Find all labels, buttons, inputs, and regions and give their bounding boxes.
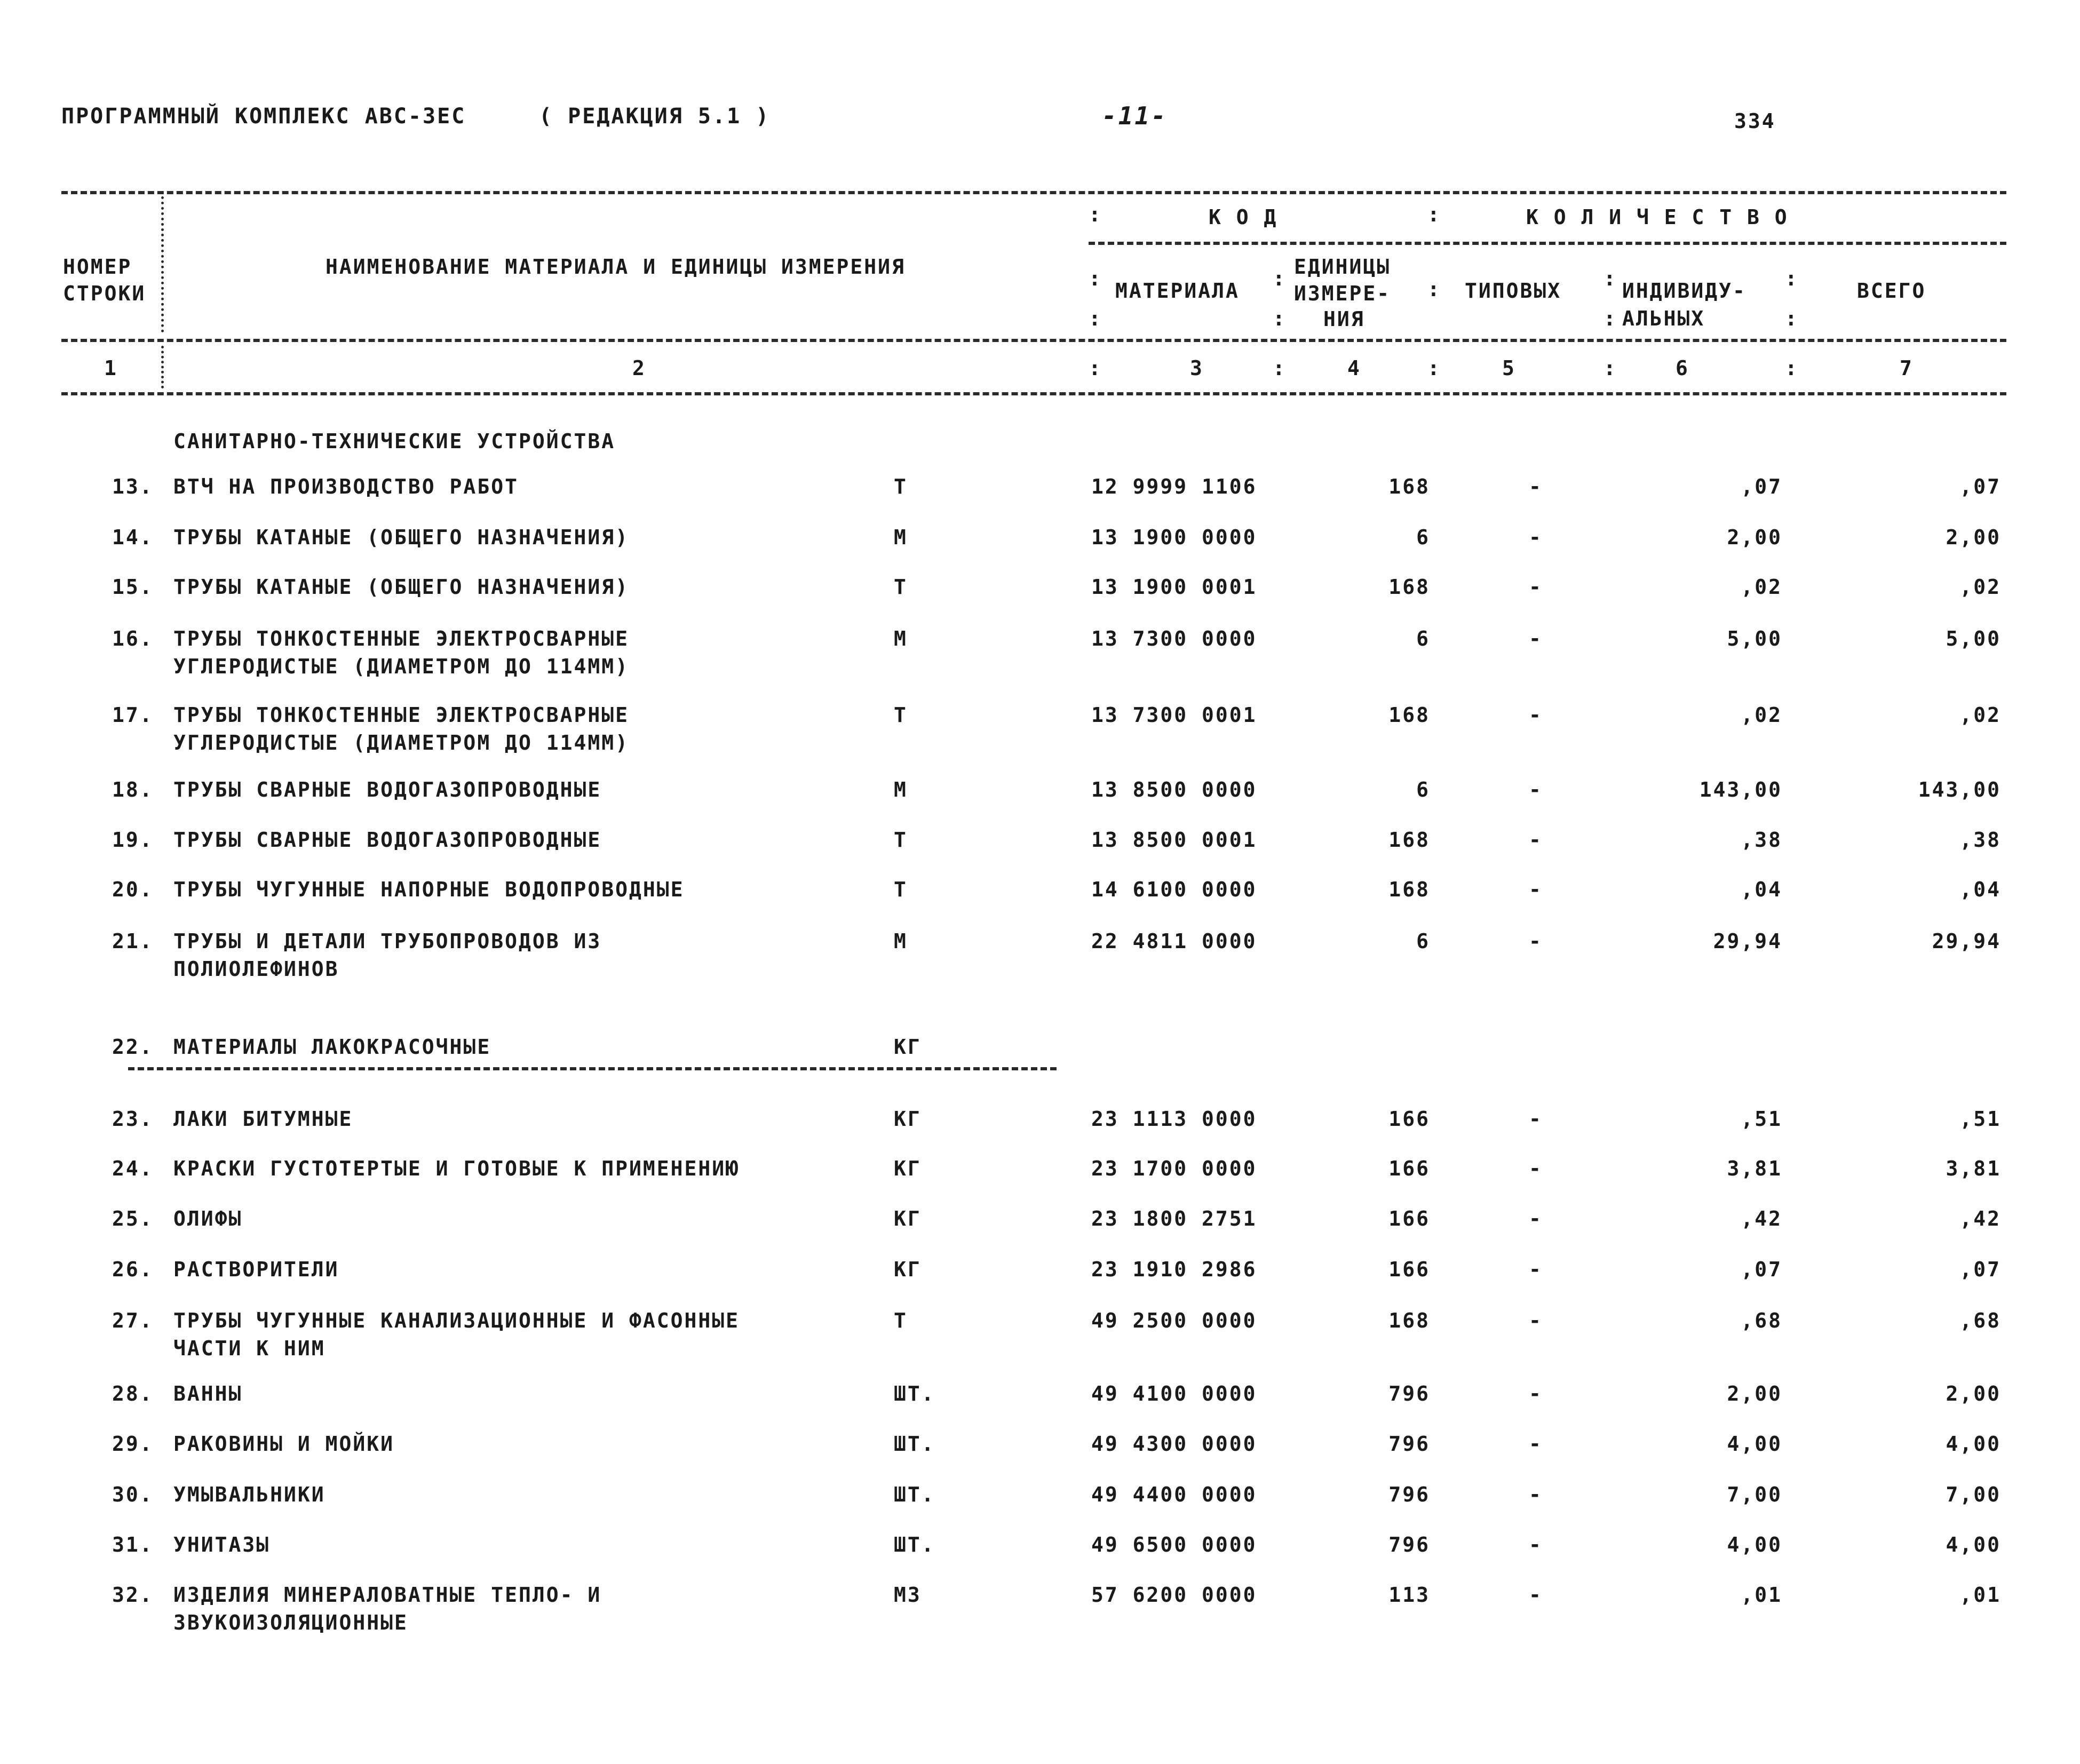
unit-code: 168 xyxy=(1388,475,1430,498)
typical-quantity: - xyxy=(1529,1432,1543,1456)
unit-code: 166 xyxy=(1388,1157,1430,1180)
unit-code: 796 xyxy=(1388,1382,1430,1405)
unit-code: 168 xyxy=(1388,878,1430,901)
unit-of-measure: Т xyxy=(894,878,908,901)
total-quantity: ,68 xyxy=(1959,1309,2001,1332)
col-sep: : xyxy=(1603,356,1617,380)
col-sep: : xyxy=(1603,307,1617,330)
row-number: 30. xyxy=(112,1483,154,1506)
header-individual-1: ИНДИВИДУ- xyxy=(1622,279,1746,303)
material-name: ЧАСТИ К НИМ xyxy=(173,1337,326,1360)
header-top-rule xyxy=(61,191,2006,194)
unit-of-measure: М xyxy=(894,627,908,650)
row-number: 14. xyxy=(112,526,154,549)
material-code: 13 8500 0001 xyxy=(1091,828,1257,852)
unit-of-measure: М3 xyxy=(894,1583,922,1607)
row-number: 16. xyxy=(112,627,154,650)
unit-of-measure: ШТ. xyxy=(894,1382,935,1405)
subgroup-name: МАТЕРИАЛЫ ЛАКОКРАСОЧНЫЕ xyxy=(173,1035,491,1059)
typical-quantity: - xyxy=(1529,475,1543,498)
individual-quantity: ,07 xyxy=(1741,475,1782,498)
col-sep: : xyxy=(1089,356,1102,380)
unit-of-measure: КГ xyxy=(894,1107,922,1131)
unit-of-measure: ШТ. xyxy=(894,1483,935,1506)
individual-quantity: ,68 xyxy=(1741,1309,1782,1332)
typical-quantity: - xyxy=(1529,1583,1543,1607)
row-number: 17. xyxy=(112,703,154,727)
material-code: 23 1113 0000 xyxy=(1091,1107,1257,1131)
header-individual-2: АЛЬНЫХ xyxy=(1622,307,1705,330)
unit-code: 113 xyxy=(1388,1583,1430,1607)
col-number-3: 3 xyxy=(1190,356,1204,380)
unit-of-measure: КГ xyxy=(894,1157,922,1180)
row-number: 23. xyxy=(112,1107,154,1131)
page-number: 334 xyxy=(1734,109,1776,133)
material-code: 13 1900 0000 xyxy=(1091,526,1257,549)
col-sep: : xyxy=(1603,267,1617,290)
subgroup-unit: КГ xyxy=(894,1035,922,1059)
col-number-2: 2 xyxy=(632,356,646,380)
col-sep: : xyxy=(1785,356,1799,380)
material-name: УГЛЕРОДИСТЫЕ (ДИАМЕТРОМ ДО 114ММ) xyxy=(173,731,629,754)
material-name: КРАСКИ ГУСТОТЕРТЫЕ И ГОТОВЫЕ К ПРИМЕНЕНИЮ xyxy=(173,1157,740,1180)
unit-of-measure: ШТ. xyxy=(894,1432,935,1456)
individual-quantity: ,38 xyxy=(1741,828,1782,852)
unit-code: 168 xyxy=(1388,1309,1430,1332)
unit-of-measure: М xyxy=(894,929,908,953)
subgroup-number: 22. xyxy=(112,1035,154,1059)
material-name: ТРУБЫ ТОНКОСТЕННЫЕ ЭЛЕКТРОСВАРНЫЕ xyxy=(173,703,629,727)
total-quantity: ,02 xyxy=(1959,703,2001,727)
header-unit-3: НИЯ xyxy=(1323,307,1365,331)
page-mark: -11- xyxy=(1102,101,1168,130)
material-name: ИЗДЕЛИЯ МИНЕРАЛОВАТНЫЕ ТЕПЛО- И xyxy=(173,1583,602,1607)
unit-of-measure: М xyxy=(894,778,908,801)
header-group-rule xyxy=(1089,242,2006,245)
individual-quantity: 2,00 xyxy=(1727,1382,1782,1405)
col-number-4: 4 xyxy=(1347,356,1361,380)
unit-of-measure: Т xyxy=(894,1309,908,1332)
total-quantity: 2,00 xyxy=(1946,526,2001,549)
material-name: УГЛЕРОДИСТЫЕ (ДИАМЕТРОМ ДО 114ММ) xyxy=(173,655,629,678)
unit-code: 796 xyxy=(1388,1533,1430,1556)
individual-quantity: 5,00 xyxy=(1727,627,1782,650)
subgroup-rule xyxy=(128,1067,1057,1070)
header-unit-1: ЕДИНИЦЫ xyxy=(1294,255,1391,279)
col-sep: : xyxy=(1785,267,1799,290)
row-number: 18. xyxy=(112,778,154,801)
total-quantity: ,07 xyxy=(1959,475,2001,498)
material-name: ТРУБЫ СВАРНЫЕ ВОДОГАЗОПРОВОДНЫЕ xyxy=(173,828,602,852)
unit-of-measure: Т xyxy=(894,475,908,498)
col-number-5: 5 xyxy=(1502,356,1516,380)
col-number-6: 6 xyxy=(1676,356,1689,380)
total-quantity: ,02 xyxy=(1959,575,2001,599)
col-sep: : xyxy=(1427,203,1441,226)
column-separator xyxy=(161,196,164,332)
header-typical: ТИПОВЫХ xyxy=(1465,279,1562,303)
material-code: 57 6200 0000 xyxy=(1091,1583,1257,1607)
individual-quantity: ,51 xyxy=(1741,1107,1782,1131)
individual-quantity: 3,81 xyxy=(1727,1157,1782,1180)
individual-quantity: 2,00 xyxy=(1727,526,1782,549)
typical-quantity: - xyxy=(1529,526,1543,549)
material-code: 49 6500 0000 xyxy=(1091,1533,1257,1556)
typical-quantity: - xyxy=(1529,1382,1543,1405)
unit-code: 168 xyxy=(1388,575,1430,599)
unit-code: 168 xyxy=(1388,828,1430,852)
material-name: ТРУБЫ СВАРНЫЕ ВОДОГАЗОПРОВОДНЫЕ xyxy=(173,778,602,801)
material-code: 12 9999 1106 xyxy=(1091,475,1257,498)
material-code: 49 2500 0000 xyxy=(1091,1309,1257,1332)
material-name: ТРУБЫ ЧУГУННЫЕ НАПОРНЫЕ ВОДОПРОВОДНЫЕ xyxy=(173,878,685,901)
typical-quantity: - xyxy=(1529,778,1543,801)
total-quantity: 4,00 xyxy=(1946,1533,2001,1556)
col-sep: : xyxy=(1273,307,1287,330)
col-sep: : xyxy=(1089,267,1102,290)
material-code: 23 1910 2986 xyxy=(1091,1258,1257,1281)
individual-quantity: ,42 xyxy=(1741,1207,1782,1230)
material-name: УНИТАЗЫ xyxy=(173,1533,271,1556)
row-number: 31. xyxy=(112,1533,154,1556)
material-name: ТРУБЫ И ДЕТАЛИ ТРУБОПРОВОДОВ ИЗ xyxy=(173,929,602,953)
row-number: 13. xyxy=(112,475,154,498)
material-name: УМЫВАЛЬНИКИ xyxy=(173,1483,326,1506)
individual-quantity: ,01 xyxy=(1741,1583,1782,1607)
col-sep: : xyxy=(1089,307,1102,330)
unit-of-measure: Т xyxy=(894,703,908,727)
material-code: 22 4811 0000 xyxy=(1091,929,1257,953)
material-code: 23 1700 0000 xyxy=(1091,1157,1257,1180)
typical-quantity: - xyxy=(1529,1533,1543,1556)
typical-quantity: - xyxy=(1529,929,1543,953)
individual-quantity: ,04 xyxy=(1741,878,1782,901)
unit-code: 796 xyxy=(1388,1483,1430,1506)
typical-quantity: - xyxy=(1529,828,1543,852)
header-total: ВСЕГО xyxy=(1857,279,1926,303)
material-code: 49 4300 0000 xyxy=(1091,1432,1257,1456)
unit-of-measure: ШТ. xyxy=(894,1533,935,1556)
row-number: 25. xyxy=(112,1207,154,1230)
individual-quantity: ,02 xyxy=(1741,703,1782,727)
row-number: 19. xyxy=(112,828,154,852)
material-code: 14 6100 0000 xyxy=(1091,878,1257,901)
total-quantity: 143,00 xyxy=(1918,778,2001,801)
total-quantity: 5,00 xyxy=(1946,627,2001,650)
col-number-1: 1 xyxy=(104,356,118,380)
column-separator xyxy=(161,346,164,388)
section-title: САНИТАРНО-ТЕХНИЧЕСКИЕ УСТРОЙСТВА xyxy=(173,430,616,453)
material-code: 13 8500 0000 xyxy=(1091,778,1257,801)
material-name: ТРУБЫ ЧУГУННЫЕ КАНАЛИЗАЦИОННЫЕ И ФАСОННЫЕ xyxy=(173,1309,740,1332)
row-number: 26. xyxy=(112,1258,154,1281)
total-quantity: ,07 xyxy=(1959,1258,2001,1281)
typical-quantity: - xyxy=(1529,1309,1543,1332)
typical-quantity: - xyxy=(1529,1207,1543,1230)
unit-code: 166 xyxy=(1388,1258,1430,1281)
material-name: ЛАКИ БИТУМНЫЕ xyxy=(173,1107,353,1131)
header-code-group: К О Д xyxy=(1209,205,1278,229)
individual-quantity: ,02 xyxy=(1741,575,1782,599)
unit-code: 166 xyxy=(1388,1207,1430,1230)
typical-quantity: - xyxy=(1529,1107,1543,1131)
total-quantity: ,04 xyxy=(1959,878,2001,901)
typical-quantity: - xyxy=(1529,1258,1543,1281)
material-code: 23 1800 2751 xyxy=(1091,1207,1257,1230)
row-number: 32. xyxy=(112,1583,154,1607)
col-sep: : xyxy=(1089,203,1102,226)
total-quantity: 2,00 xyxy=(1946,1382,2001,1405)
unit-code: 166 xyxy=(1388,1107,1430,1131)
header-middle-rule xyxy=(61,339,2006,342)
row-number: 15. xyxy=(112,575,154,599)
unit-of-measure: Т xyxy=(894,575,908,599)
total-quantity: 7,00 xyxy=(1946,1483,2001,1506)
material-code: 13 7300 0001 xyxy=(1091,703,1257,727)
col-sep: : xyxy=(1273,356,1287,380)
unit-of-measure: М xyxy=(894,526,908,549)
typical-quantity: - xyxy=(1529,1157,1543,1180)
program-title: ПРОГРАММНЫЙ КОМПЛЕКС АВС-3ЕС xyxy=(61,104,466,129)
typical-quantity: - xyxy=(1529,703,1543,727)
edition-label: ( РЕДАКЦИЯ 5.1 ) xyxy=(539,104,771,129)
material-code: 49 4400 0000 xyxy=(1091,1483,1257,1506)
col-sep: : xyxy=(1427,356,1441,380)
header-unit-2: ИЗМЕРЕ- xyxy=(1294,282,1391,305)
material-code: 13 7300 0000 xyxy=(1091,627,1257,650)
material-name: РАКОВИНЫ И МОЙКИ xyxy=(173,1432,395,1456)
material-name: РАСТВОРИТЕЛИ xyxy=(173,1258,339,1281)
typical-quantity: - xyxy=(1529,575,1543,599)
row-number: 28. xyxy=(112,1382,154,1405)
unit-code: 6 xyxy=(1416,526,1430,549)
row-number: 29. xyxy=(112,1432,154,1456)
unit-code: 168 xyxy=(1388,703,1430,727)
row-number: 24. xyxy=(112,1157,154,1180)
individual-quantity: 7,00 xyxy=(1727,1483,1782,1506)
material-name: ЗВУКОИЗОЛЯЦИОННЫЕ xyxy=(173,1611,408,1634)
material-name: ТРУБЫ КАТАНЫЕ (ОБЩЕГО НАЗНАЧЕНИЯ) xyxy=(173,575,629,599)
material-name: ВАННЫ xyxy=(173,1382,243,1405)
typical-quantity: - xyxy=(1529,1483,1543,1506)
unit-of-measure: КГ xyxy=(894,1207,922,1230)
total-quantity: 29,94 xyxy=(1932,929,2001,953)
material-name: ПОЛИОЛЕФИНОВ xyxy=(173,957,339,981)
total-quantity: ,42 xyxy=(1959,1207,2001,1230)
material-name: ТРУБЫ КАТАНЫЕ (ОБЩЕГО НАЗНАЧЕНИЯ) xyxy=(173,526,629,549)
unit-code: 6 xyxy=(1416,929,1430,953)
unit-code: 6 xyxy=(1416,627,1430,650)
material-name: ВТЧ НА ПРОИЗВОДСТВО РАБОТ xyxy=(173,475,519,498)
total-quantity: ,38 xyxy=(1959,828,2001,852)
material-name: ОЛИФЫ xyxy=(173,1207,243,1230)
material-code: 13 1900 0001 xyxy=(1091,575,1257,599)
individual-quantity: 4,00 xyxy=(1727,1432,1782,1456)
header-quantity-group: К О Л И Ч Е С Т В О xyxy=(1526,205,1789,229)
header-bottom-rule xyxy=(61,392,2006,395)
row-number: 21. xyxy=(112,929,154,953)
material-code: 49 4100 0000 xyxy=(1091,1382,1257,1405)
header-name: НАИМЕНОВАНИЕ МАТЕРИАЛА И ЕДИНИЦЫ ИЗМЕРЕНИЯ xyxy=(326,255,906,279)
individual-quantity: 4,00 xyxy=(1727,1533,1782,1556)
total-quantity: 4,00 xyxy=(1946,1432,2001,1456)
typical-quantity: - xyxy=(1529,878,1543,901)
unit-code: 796 xyxy=(1388,1432,1430,1456)
total-quantity: 3,81 xyxy=(1946,1157,2001,1180)
individual-quantity: ,07 xyxy=(1741,1258,1782,1281)
unit-code: 6 xyxy=(1416,778,1430,801)
row-number: 20. xyxy=(112,878,154,901)
individual-quantity: 143,00 xyxy=(1699,778,1782,801)
individual-quantity: 29,94 xyxy=(1713,929,1782,953)
total-quantity: ,51 xyxy=(1959,1107,2001,1131)
col-sep: : xyxy=(1785,307,1799,330)
col-sep: : xyxy=(1427,277,1441,301)
header-row-number-1: НОМЕР xyxy=(63,255,132,279)
material-name: ТРУБЫ ТОНКОСТЕННЫЕ ЭЛЕКТРОСВАРНЫЕ xyxy=(173,627,629,650)
col-sep: : xyxy=(1273,267,1287,290)
unit-of-measure: Т xyxy=(894,828,908,852)
header-material: МАТЕРИАЛА xyxy=(1115,279,1240,303)
unit-of-measure: КГ xyxy=(894,1258,922,1281)
col-number-7: 7 xyxy=(1900,356,1914,380)
header-row-number-2: СТРОКИ xyxy=(63,282,146,305)
row-number: 27. xyxy=(112,1309,154,1332)
typical-quantity: - xyxy=(1529,627,1543,650)
total-quantity: ,01 xyxy=(1959,1583,2001,1607)
